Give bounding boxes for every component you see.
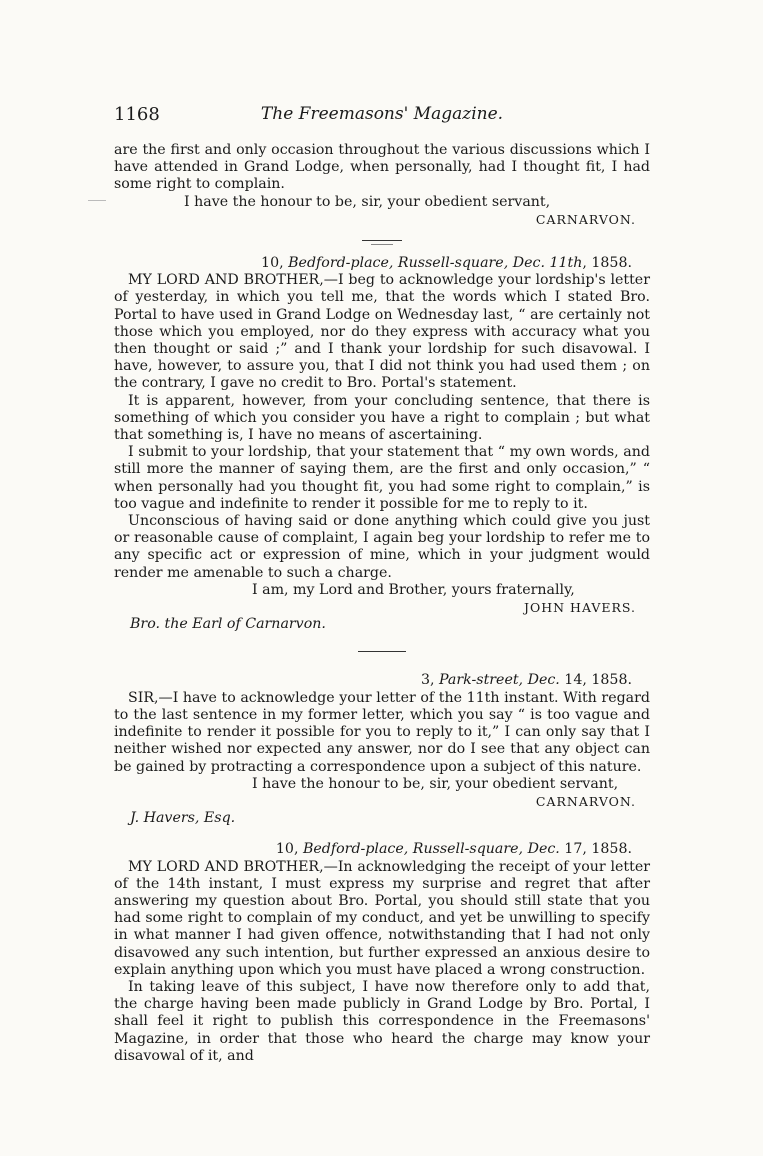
letter2-signature: CARNARVON.	[535, 793, 636, 809]
opening-signature: CARNARVON.	[535, 211, 636, 227]
section-rule	[362, 240, 402, 241]
letter3-paragraph-2: In taking leave of this subject, I have now therefore only to add that, the charge having been made publicly in Grand Lodge by Bro. Portal, I shall feel it right to publish this correspondence in the Freemasons' Magazine, in order that those who heard the charge may know your disavowal of it, and	[114, 978, 650, 1064]
letter1-paragraph-4: Unconscious of having said or done anything which could give you just or reasonable cause of complaint, I again beg your lordship to refer me to any specific act or expression of mine, which in your judgment would render me amenable to such a charge.	[114, 513, 650, 581]
letter2-signoff: I have the honour to be, sir, your obedient servant,	[252, 775, 619, 792]
letter1-dateline: 10, Bedford-place, Russell-square, Dec. 11th, 1858.	[261, 255, 632, 272]
opening-signoff: I have the honour to be, sir, your obedient servant,	[184, 193, 551, 210]
letter3-salutation: MY LORD AND BROTHER,	[128, 858, 324, 875]
letter2-salutation: SIR,	[128, 689, 159, 706]
article-body	[114, 142, 650, 1065]
letter2-paragraph-1: SIR,—I have to acknowledge your letter of the 11th instant. With regard to the last sentence in my former letter, which you say “ is too vague and indefinite to render it possible for you to reply to it,” I can only say that I neither wished nor expected any answer, nor do I see that any object can be gained by protracting a correspondence upon a subject of this nature.	[114, 689, 650, 775]
letter3-dateline: 10, Bedford-place, Russell-square, Dec. 17, 1858.	[275, 841, 632, 858]
page-number: 1168	[114, 104, 160, 125]
letter1-salutation: MY LORD AND BROTHER,	[128, 272, 324, 289]
letter3-paragraph-1: MY LORD AND BROTHER,—In acknowledging the receipt of your letter of the 14th instant, I must express my surprise and regret that after answering my question about Bro. Portal, you should still state that you had some right to complain of my conduct, and yet be unwilling to specify in what manner I had given offence, notwithstanding that I had not only disavowed any such intention, but further expressed an anxious desire to explain anything upon which you must have placed a wrong construction.	[114, 858, 650, 978]
margin-mark	[88, 200, 106, 201]
letter1-paragraph-3: I submit to your lordship, that your statement that “ my own words, and still more the manner of saying them, are the first and only occasion,” “ when personally had you thought fit, you had some right to complain,” is too vague and indefinite to render it possible for me to reply to it.	[114, 444, 650, 512]
letter1-addressee: Bro. the Earl of Carnarvon.	[130, 616, 326, 633]
magazine-title: The Freemasons' Magazine.	[260, 104, 504, 124]
letter1-signoff: I am, my Lord and Brother, yours fraternally,	[252, 581, 575, 598]
letter2-addressee: J. Havers, Esq.	[130, 810, 236, 827]
letter1-paragraph-2: It is apparent, however, from your concluding sentence, that there is something of which you consider you have a right to complain ; but what that something is, I have no means of ascertaining.	[114, 392, 650, 444]
letter2-dateline: 3, Park-street, Dec. 14, 1858.	[420, 672, 632, 689]
letter1-signature: JOHN HAVERS.	[523, 600, 636, 616]
opening-paragraph: are the first and only occasion throughout the various discussions which I have attended in Grand Lodge, when personally, had I thought fit, I had some right to complain.	[114, 142, 650, 193]
page-header	[114, 104, 650, 130]
letter1-paragraph-1: MY LORD AND BROTHER,—I beg to acknowledge your lordship's letter of yesterday, in which you tell me, that the words which I stated Bro. Portal to have used in Grand Lodge on Wednesday last, “ are certainly not those which you employed, nor do they express with accuracy what you then thought or said ;” and I thank your lordship for such disavowal. I have, however, to assure you, that I did not think you had used them ; on the contrary, I gave no credit to Bro. Portal's statement.	[114, 272, 650, 392]
